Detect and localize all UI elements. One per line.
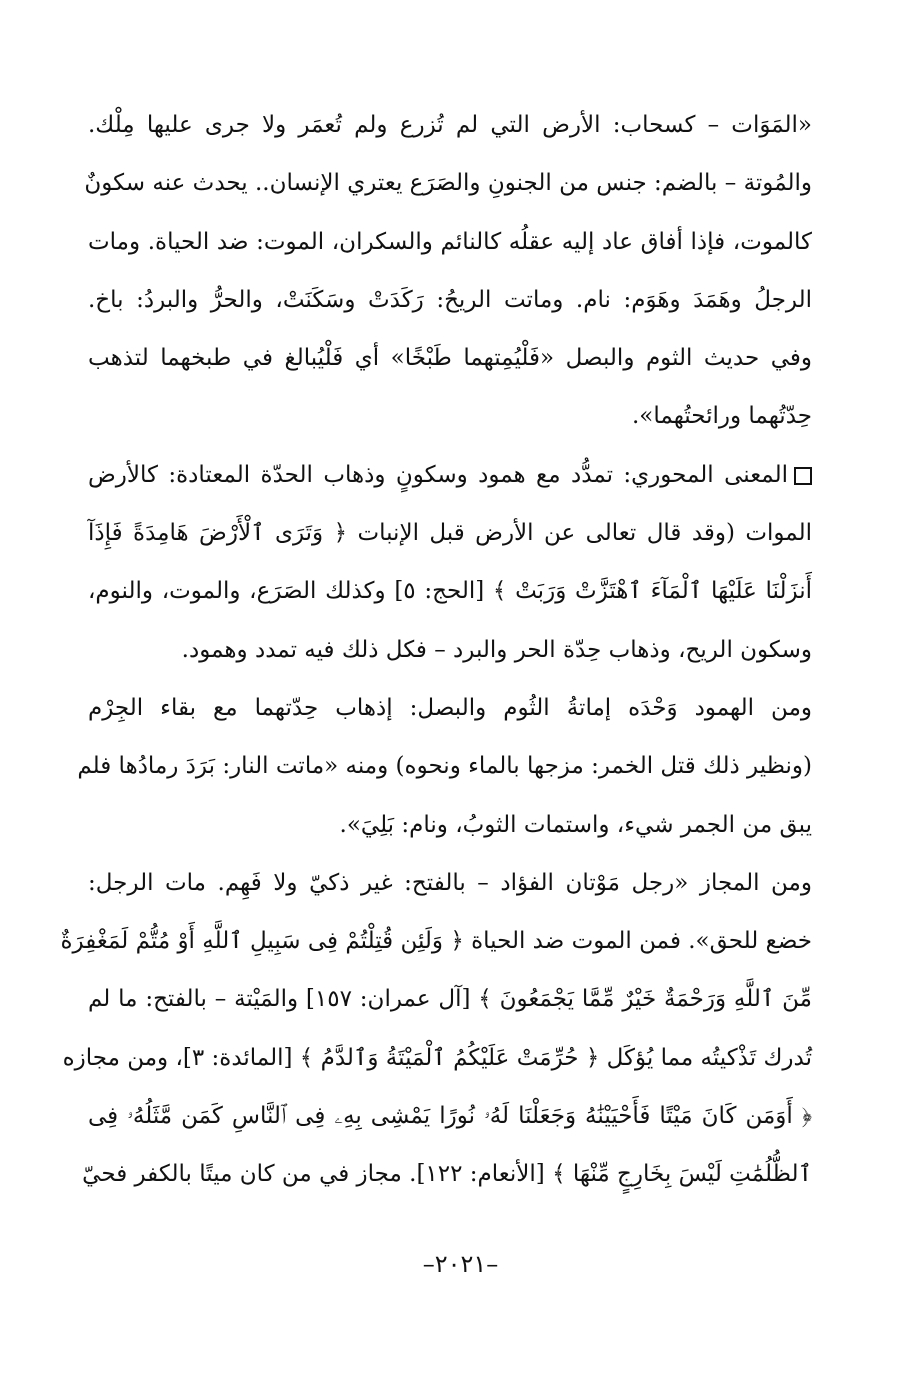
text-line: حِدّتُهما ورائحتُهما». (632, 403, 812, 430)
text-line: الموات (وقد قال تعالى عن الأرض قبل الإنبات ﴿ وَتَرَى ٱلْأَرْضَ هَامِدَةً فَإِذَآ (88, 520, 812, 547)
text-line: يبق من الجمر شيء، واستمات الثوبُ، ونام: بَلِيَ». (339, 811, 812, 838)
text-line: ومن الهمود وَحْدَه إماتةُ الثُوم والبصل: إذهاب حِدّتهما مع بقاء الجِرْم (88, 694, 812, 721)
text-line: أَنزَلْنَا عَلَيْهَا ٱلْمَآءَ ٱهْتَزَّتْ وَرَبَتْ ﴾ [الحج: ٥] وكذلك الصَرَع، والموت، والنوم، (88, 578, 812, 605)
text-line: خضع للحق». فمن الموت ضد الحياة ﴿ وَلَئِن قُتِلْتُمْ فِى سَبِيلِ ٱللَّهِ أَوْ مُتُّمْ لَمَغْفِرَةٌ (60, 928, 812, 955)
paragraph-1 (84, 96, 812, 446)
document-page (60, 96, 812, 1204)
text-line: ومن المجاز «رجل مَوْتان الفؤاد – بالفتح: غير ذكيّ ولا فَهِم. مات الرجل: (88, 869, 812, 896)
paragraph-4 (60, 854, 812, 1204)
square-bullet-icon (794, 467, 812, 485)
text-line: ٱلظُّلُمَٰتِ لَيْسَ بِخَارِجٍ مِّنْهَا ﴾ [الأنعام: ١٢٢]. مجاز في من كان ميتًا بالكفر فحيّ (82, 1161, 812, 1188)
text-line: وسكون الريح، وذهاب حِدّة الحر والبرد – فكل ذلك فيه تمدد وهمود. (181, 636, 812, 663)
text-line: مِّنَ ٱللَّهِ وَرَحْمَةٌ خَيْرٌ مِّمَّا يَجْمَعُونَ ﴾ [آل عمران: ١٥٧] والمَيْتة – بالفتح: ما لم (88, 986, 812, 1013)
text-line: والمُوتة – بالضم: جنس من الجنونِ والصَرَع يعتري الإنسان.. يحدث عنه سكونٌ (84, 170, 812, 197)
text-line: المعنى المحوري: تمدُّد مع همود وسكونٍ وذهاب الحدّة المعتادة: كالأرض (88, 461, 788, 488)
text-line: (ونظير ذلك قتل الخمر: مزجها بالماء ونحوه) ومنه «ماتت النار: بَرَدَ رمادُها فلم (77, 753, 812, 780)
text-line: وفي حديث الثوم والبصل «فَلْيُمِتهما طَبْخًا» أي فَلْيُبالغ في طبخهما لتذهب (88, 345, 812, 372)
text-line: تُدرك تَذْكيتُه مما يُؤكَل ﴿ حُرِّمَتْ عَلَيْكُمُ ٱلْمَيْتَةُ وَٱلدَّمُ ﴾ [المائدة: ٣]، ومن مجازه (62, 1044, 812, 1071)
paragraph-3 (77, 679, 812, 854)
paragraph-2 (88, 446, 812, 679)
text-line: ﴿ أَوَمَن كَانَ مَيْتًا فَأَحْيَيْنَٰهُ وَجَعَلْنَا لَهُۥ نُورًا يَمْشِى بِهِۦ فِى ٱلنَّاسِ كَمَن مَّثَلُهُۥ فِى (88, 1103, 812, 1130)
text-line: الرجلُ وهَمَدَ وهَوَم: نام. وماتت الريحُ: رَكَدَتْ وسَكَنَتْ، والحرُّ والبردُ: باخ. (88, 286, 812, 313)
page-number: –٢٠٢١– (422, 1250, 499, 1278)
text-line-with-box (88, 446, 812, 504)
text-line: كالموت، فإذا أفاق عاد إليه عقلُه كالنائم والسكران، الموت: ضد الحياة. ومات (88, 228, 812, 255)
text-line: «المَوَات – كسحاب: الأرض التي لم تُزرع ولم تُعمَر ولا جرى عليها مِلْك. (88, 112, 812, 138)
